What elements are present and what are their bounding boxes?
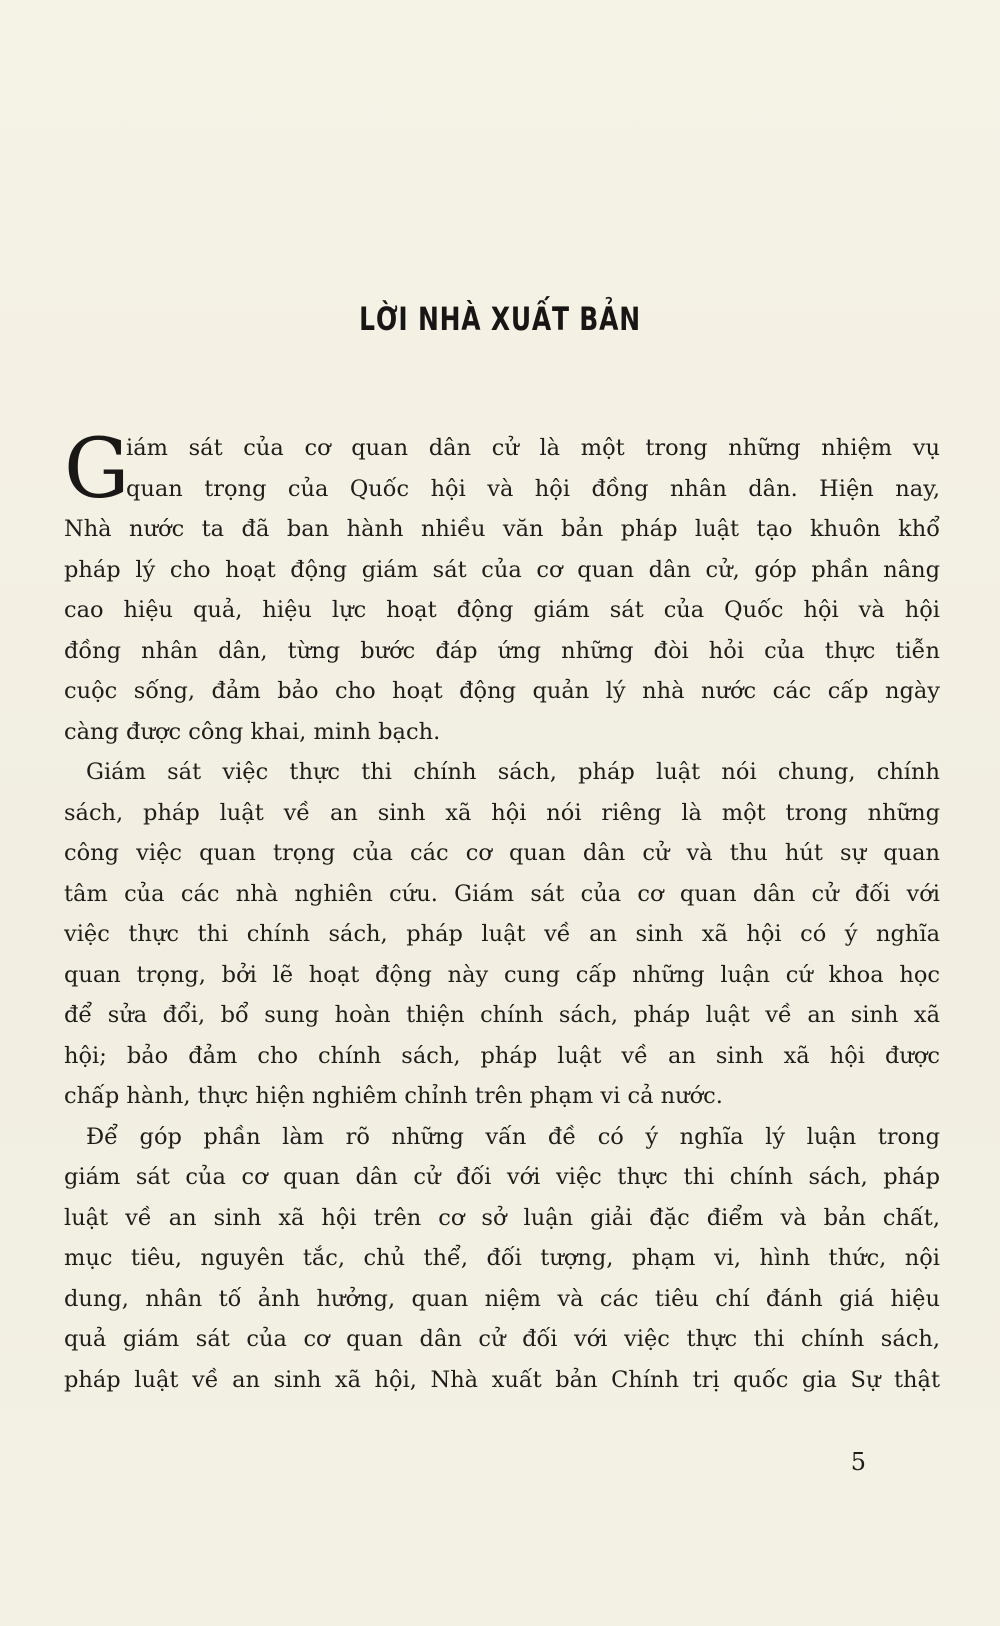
text-line: quan trọng, bởi lẽ hoạt động này cung cấp những luận cứ khoa học <box>64 961 940 988</box>
text-line: cao hiệu quả, hiệu lực hoạt động giám sát của Quốc hội và hội <box>64 597 940 623</box>
body-text <box>64 422 940 1400</box>
text-line: để sửa đổi, bổ sung hoàn thiện chính sách, pháp luật về an sinh xã <box>64 1002 940 1028</box>
text-line: mục tiêu, nguyên tắc, chủ thể, đối tượng, phạm vi, hình thức, nội <box>64 1245 940 1271</box>
text-line: pháp lý cho hoạt động giám sát của cơ quan dân cử, góp phần nâng <box>64 556 940 583</box>
text-line: việc thực thi chính sách, pháp luật về an sinh xã hội có ý nghĩa <box>64 921 940 947</box>
text-line: luật về an sinh xã hội trên cơ sở luận giải đặc điểm và bản chất, <box>64 1204 940 1231</box>
text-line: đồng nhân dân, từng bước đáp ứng những đòi hỏi của thực tiễn <box>64 637 940 664</box>
text-line: quả giám sát của cơ quan dân cử đối với việc thực thi chính sách, <box>64 1326 940 1352</box>
text-line: càng được công khai, minh bạch. <box>64 718 441 745</box>
paragraph-1 <box>64 422 940 752</box>
page-number: 5 <box>850 1448 866 1476</box>
text-line: tâm của các nhà nghiên cứu. Giám sát của cơ quan dân cử đối với <box>64 880 940 907</box>
text-line: sách, pháp luật về an sinh xã hội nói riêng là một trong những <box>64 799 940 826</box>
text-line: Nhà nước ta đã ban hành nhiều văn bản pháp luật tạo khuôn khổ <box>64 516 940 542</box>
text-line: quan trọng của Quốc hội và hội đồng nhân dân. Hiện nay, <box>126 475 940 502</box>
paragraph-2 <box>64 752 940 1117</box>
text-line: dung, nhân tố ảnh hưởng, quan niệm và các tiêu chí đánh giá hiệu <box>64 1285 940 1312</box>
show-through-text <box>64 118 934 398</box>
text-line: Để góp phần làm rõ những vấn đề có ý nghĩa lý luận trong <box>86 1123 940 1150</box>
text-line: công việc quan trọng của các cơ quan dân cử và thu hút sự quan <box>64 840 940 866</box>
page-title: LỜI NHÀ XUẤT BẢN <box>359 300 641 338</box>
text-line: chấp hành, thực hiện nghiêm chỉnh trên phạm vi cả nước. <box>64 1083 723 1109</box>
text-line: iám sát của cơ quan dân cử là một trong những nhiệm vụ <box>126 435 940 461</box>
text-line: giám sát của cơ quan dân cử đối với việc thực thi chính sách, pháp <box>64 1164 940 1190</box>
text-line: pháp luật về an sinh xã hội, Nhà xuất bản Chính trị quốc gia Sự thật <box>64 1366 940 1393</box>
text-line: cuộc sống, đảm bảo cho hoạt động quản lý nhà nước các cấp ngày <box>64 678 940 704</box>
drop-cap: G <box>64 422 130 517</box>
paragraph-3 <box>64 1117 940 1401</box>
text-line: Giám sát việc thực thi chính sách, pháp luật nói chung, chính <box>86 759 940 785</box>
text-line: hội; bảo đảm cho chính sách, pháp luật về an sinh xã hội được <box>64 1042 940 1069</box>
